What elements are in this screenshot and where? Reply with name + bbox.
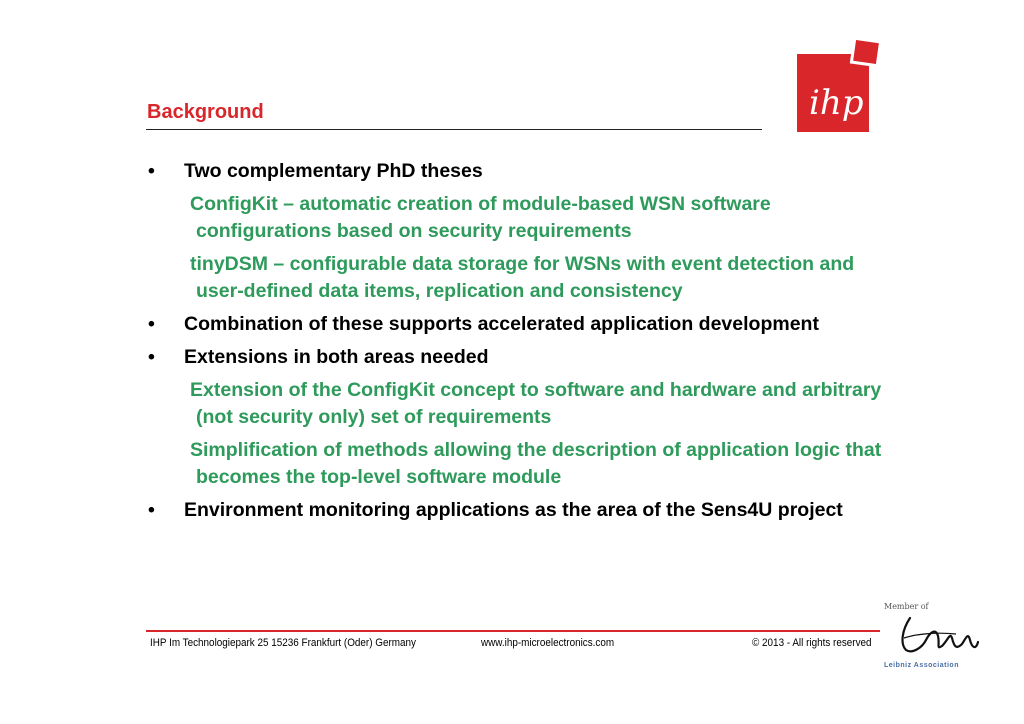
bullet-item [146, 158, 906, 185]
bullet-item [146, 311, 906, 338]
sub-item: tinyDSM – configurable data storage for WSNs with event detection and user-defined data items, replication and consistency [190, 253, 855, 302]
bullet-dot-icon: • [148, 346, 155, 368]
sub-item: Simplification of methods allowing the description of application logic that becomes the top-level software module [190, 439, 882, 488]
bullet-item [146, 497, 906, 524]
ihp-logo [797, 40, 883, 134]
footer-copyright: © 2013 - All rights reserved [752, 637, 872, 649]
bullet-dot-icon: • [148, 160, 155, 182]
footer-address: IHP Im Technologiepark 25 15236 Frankfurt (Oder) Germany [150, 637, 416, 649]
footer-website[interactable]: www.ihp-microelectronics.com [481, 637, 615, 649]
bullet-text: Extensions in both areas needed [184, 346, 489, 368]
bullet-text: Two complementary PhD theses [184, 160, 483, 182]
sub-item: Extension of the ConfigKit concept to software and hardware and arbitrary (not security only) set of requirements [190, 379, 882, 428]
leibniz-signature-icon [896, 610, 980, 662]
ihp-logo-text: ihp [809, 83, 864, 123]
bullet-text: Combination of these supports accelerated application development [184, 313, 819, 335]
slide-title: Background [147, 101, 264, 123]
bullet-dot-icon: • [148, 499, 155, 521]
leibniz-member-label: Member of [884, 602, 929, 611]
content-body [146, 158, 906, 530]
bullet-item [146, 344, 906, 371]
title-underline [146, 129, 762, 130]
leibniz-logo [880, 602, 980, 674]
leibniz-association-label: Leibniz Association [884, 662, 959, 669]
bullet-dot-icon: • [148, 313, 155, 335]
bullet-text: Environment monitoring applications as the area of the Sens4U project [184, 499, 843, 521]
footer-rule [146, 630, 880, 632]
sub-item: ConfigKit – automatic creation of module-based WSN software configurations based on security requirements [190, 193, 771, 242]
